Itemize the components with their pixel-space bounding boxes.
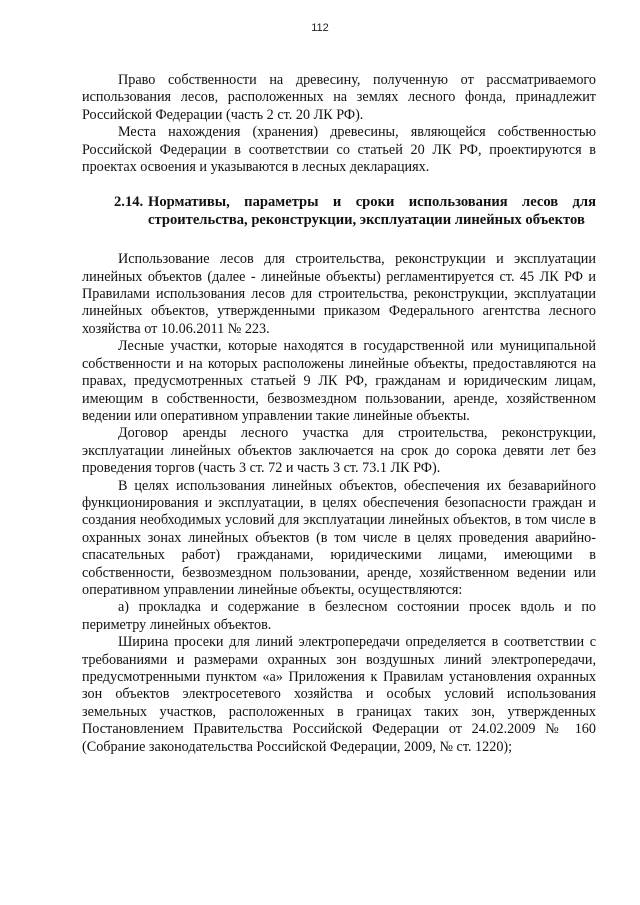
section-number: 2.14. — [114, 194, 144, 211]
paragraph: Право собственности на древесину, полученную от рассматриваемого использования лесов, расположенных на землях лесного фонда, принадлежит Российской Федерации (часть 2 ст. 20 ЛК РФ). — [82, 72, 596, 123]
section-heading — [82, 194, 596, 229]
paragraph: Договор аренды лесного участка для строительства, реконструкции, эксплуатации линейных объектов заключается на срок до сорока девяти лет без проведения торгов (часть 3 ст. 72 и часть 3 ст. 73.1 ЛК РФ). — [82, 425, 596, 477]
page-number: 112 — [311, 22, 329, 34]
paragraph: Лесные участки, которые находятся в государственной или муниципальной собственности и на которых расположены линейные объекты, предоставляются на правах, предусмотренных статьей 9 ЛК РФ, гражданам и юридическим лицам, имеющим в собственности, безвозмездном пользовании, аренде, хозяйственном ведении или оперативном управлении такие линейные объекты. — [82, 338, 596, 424]
paragraph: Использование лесов для строительства, реконструкции и эксплуатации линейных объектов (далее - линейные объекты) регламентируется ст. 45 ЛК РФ и Правилами использования лесов для строительства, реконструкции, эксплуатации линейных объектов, утвержденными приказом Федерального агентства лесного хозяйства от 10.06.2011 № 223. — [82, 251, 596, 337]
section-title: Нормативы, параметры и сроки использования лесов для строительства, реконструкции, эксплуатации линейных объектов — [148, 194, 596, 228]
paragraph: В целях использования линейных объектов, обеспечения их безаварийного функционирования и эксплуатации, в целях обеспечения безопасности граждан и создания необходимых условий для эксплуатации линейных объектов, в том числе в охранных зонах линейных объектов (в том числе в целях проведения аварийно-спасательных работ) гражданами, юридическими лицами, имеющими в собственности, безвозмездном пользовании, аренде, хозяйственном ведении или оперативном управлении линейные объекты, осуществляются: — [82, 477, 596, 598]
paragraph: Ширина просеки для линий электропередачи определяется в соответствии с требованиями и размерами охранных зон воздушных линий электропередачи, предусмотренными пунктом «а» Приложения к Правилам установления охранных зон объектов электросетевого хозяйства и особых условий использования земельных участков, расположенных в границах таких зон, утвержденных Постановлением Правительства Российской Федерации от 24.02.2009 № 160 (Собрание законодательства Российской Федерации, 2009, № ст. 1220); — [82, 634, 596, 755]
page-content — [82, 72, 596, 756]
list-item: а) прокладка и содержание в безлесном состоянии просек вдоль и по периметру линейных объектов. — [82, 599, 596, 633]
paragraph: Места нахождения (хранения) древесины, являющейся собственностью Российской Федерации в соответствии со статьей 20 ЛК РФ, проектируются в проектах освоения и указываются в лесных декларациях. — [82, 124, 596, 176]
